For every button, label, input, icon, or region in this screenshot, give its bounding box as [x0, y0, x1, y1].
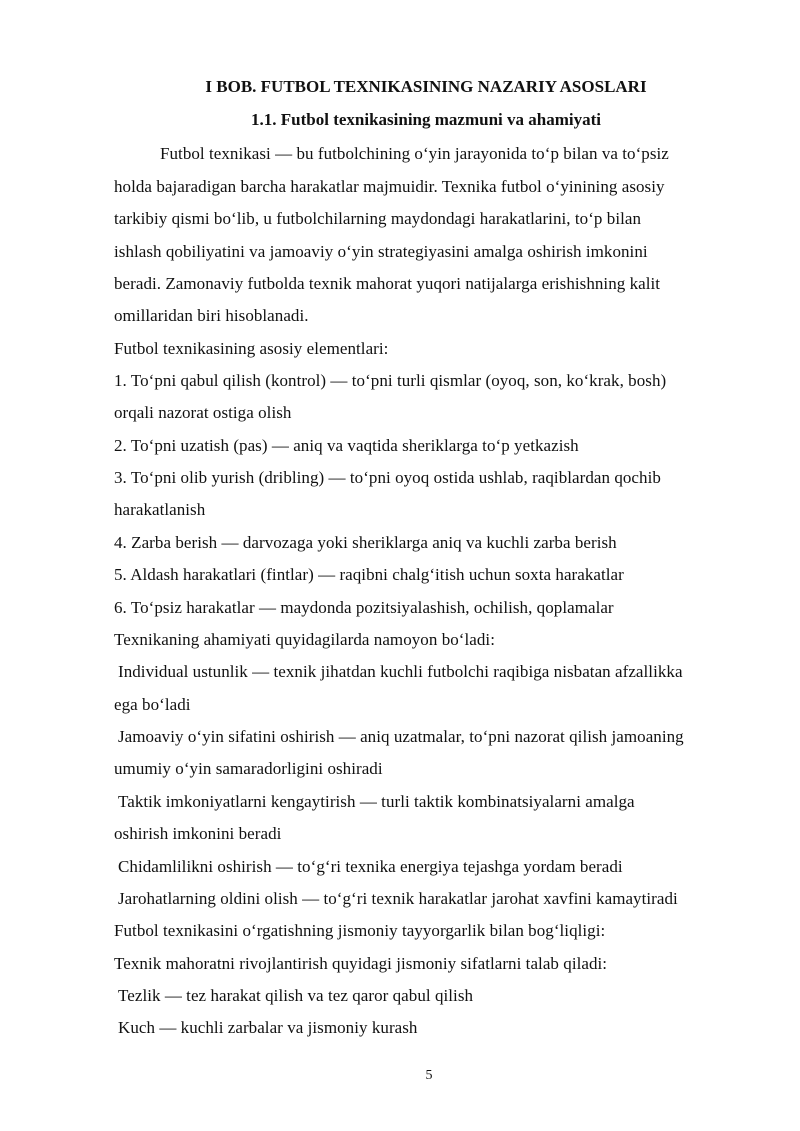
paragraph-line: holda bajaradigan barcha harakatlar majmuidir. Texnika futbol oʻyinining asosiy — [114, 177, 665, 196]
section-title: 1.1. Futbol texnikasining mazmuni va ahamiyati — [251, 110, 601, 129]
list-heading: Futbol texnikasini oʻrgatishning jismoniy tayyorgarlik bilan bogʻliqligi: — [114, 921, 606, 940]
list-item: Chidamlilikni oshirish — toʻgʻri texnika energiya tejashga yordam beradi — [118, 857, 623, 876]
paragraph-line: omillaridan biri hisoblanadi. — [114, 306, 309, 325]
list-item-continuation: oshirish imkonini beradi — [114, 824, 282, 843]
list-item: 4. Zarba berish — darvozaga yoki sheriklarga aniq va kuchli zarba berish — [114, 533, 617, 552]
list-item: 1. Toʻpni qabul qilish (kontrol) — toʻpni turli qismlar (oyoq, son, koʻkrak, bosh) — [114, 371, 667, 390]
paragraph-line: beradi. Zamonaviy futbolda texnik mahorat yuqori natijalarga erishishning kalit — [114, 274, 661, 293]
list-item: 6. Toʻpsiz harakatlar — maydonda pozitsiyalashish, ochilish, qoplamalar — [114, 598, 614, 617]
list-item-continuation: umumiy oʻyin samaradorligini oshiradi — [114, 759, 383, 778]
list-heading: Futbol texnikasining asosiy elementlari: — [114, 339, 389, 358]
list-item: 3. Toʻpni olib yurish (dribling) — toʻpni oyoq ostida ushlab, raqiblardan qochib — [114, 468, 661, 487]
list-item: Jarohatlarning oldini olish — toʻgʻri texnik harakatlar jarohat xavfini kamaytiradi — [118, 889, 678, 908]
chapter-title: I BOB. FUTBOL TEXNIKASINING NAZARIY ASOSLARI — [205, 77, 647, 96]
list-item: Individual ustunlik — texnik jihatdan kuchli futbolchi raqibiga nisbatan afzallikka — [118, 662, 683, 681]
list-item-continuation: ega boʻladi — [114, 695, 191, 714]
list-item-continuation: orqali nazorat ostiga olish — [114, 403, 292, 422]
list-item: Taktik imkoniyatlarni kengaytirish — turli taktik kombinatsiyalarni amalga — [118, 792, 635, 811]
list-heading: Texnikaning ahamiyati quyidagilarda namoyon boʻladi: — [114, 630, 495, 649]
list-item-continuation: harakatlanish — [114, 500, 206, 519]
list-item: Tezlik — tez harakat qilish va tez qaror qabul qilish — [118, 986, 474, 1005]
page-number: 5 — [425, 1068, 433, 1083]
list-item: 5. Aldash harakatlari (fintlar) — raqibni chalgʻitish uchun soxta harakatlar — [114, 565, 624, 584]
paragraph-line: ishlash qobiliyatini va jamoaviy oʻyin strategiyasini amalga oshirish imkonini — [114, 242, 648, 261]
list-item: Kuch — kuchli zarbalar va jismoniy kurash — [118, 1018, 418, 1037]
paragraph-line: Futbol texnikasi — bu futbolchining oʻyin jarayonida toʻp bilan va toʻpsiz — [160, 144, 669, 163]
list-item: 2. Toʻpni uzatish (pas) — aniq va vaqtida sheriklarga toʻp yetkazish — [114, 436, 579, 455]
list-item: Jamoaviy oʻyin sifatini oshirish — aniq uzatmalar, toʻpni nazorat qilish jamoaning — [118, 727, 684, 746]
paragraph-line: tarkibiy qismi boʻlib, u futbolchilarning maydondagi harakatlarini, toʻp bilan — [114, 209, 642, 228]
list-heading: Texnik mahoratni rivojlantirish quyidagi jismoniy sifatlarni talab qiladi: — [114, 954, 608, 973]
